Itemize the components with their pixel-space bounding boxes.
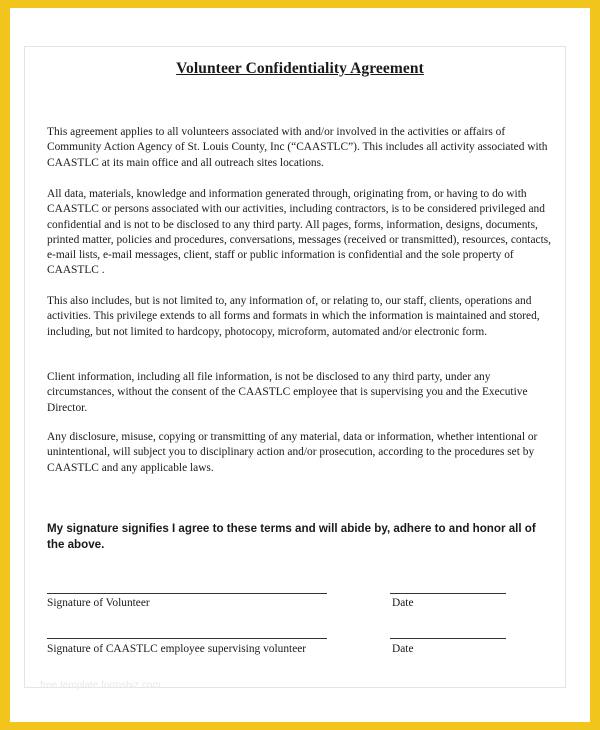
- paragraph-disclosure: Any disclosure, misuse, copying or transmitting of any material, data or information, whether intentional or unintentional, will subject you to disciplinary action and/or prosecution, according to the procedures set by CAASTLC and any applicable laws.: [47, 431, 538, 474]
- volunteer-signature-line[interactable]: [47, 593, 327, 594]
- paragraph-client-information: Client information, including all file information, is not be disclosed to any third party, under any circumstances, without the consent of the CAASTLC employee that is supervising you and the Executive Director.: [47, 371, 528, 414]
- paragraph-inclusions: This also includes, but is not limited to, any information of, or relating to, our staff, clients, operations and activities. This privilege extends to all forms and formats in which the information is maintained and stored, including, but not limited to hardcopy, photocopy, microform, automated and/or electronic form.: [47, 295, 540, 338]
- watermark: free.template.formsbiz.com: [40, 680, 161, 691]
- employee-date-label: Date: [392, 643, 414, 655]
- paragraph-confidential-data: All data, materials, knowledge and information generated through, originating from, or having to do with CAASTLC or persons associated with our activities, including contractors, is to be considered privileged and confidential and is not to be disclosed to any third party. All pages, forms, information, designs, documents, printed matter, policies and procedures, conversations, messages (received or transmitted), resources, contacts, e-mail lists, e-mail messages, client, staff or public information is confidential and the sole property of CAASTLC .: [47, 188, 552, 277]
- volunteer-date-label: Date: [392, 597, 414, 609]
- employee-signature-line[interactable]: [47, 638, 327, 639]
- employee-date-line[interactable]: [390, 638, 506, 639]
- volunteer-date-line[interactable]: [390, 593, 506, 594]
- document-title: Volunteer Confidentiality Agreement: [176, 60, 424, 77]
- volunteer-signature-label: Signature of Volunteer: [47, 597, 150, 609]
- signature-statement: My signature signifies I agree to these terms and will abide by, adhere to and honor all of the above.: [47, 522, 536, 551]
- employee-signature-label: Signature of CAASTLC employee supervising volunteer: [47, 643, 307, 655]
- paragraph-scope: This agreement applies to all volunteers associated with and/or involved in the activities or affairs of Community Action Agency of St. Louis County, Inc (“CAASTLC”). This includes all activity associated with CAASTLC at its main office and all outreach sites locations.: [47, 126, 548, 169]
